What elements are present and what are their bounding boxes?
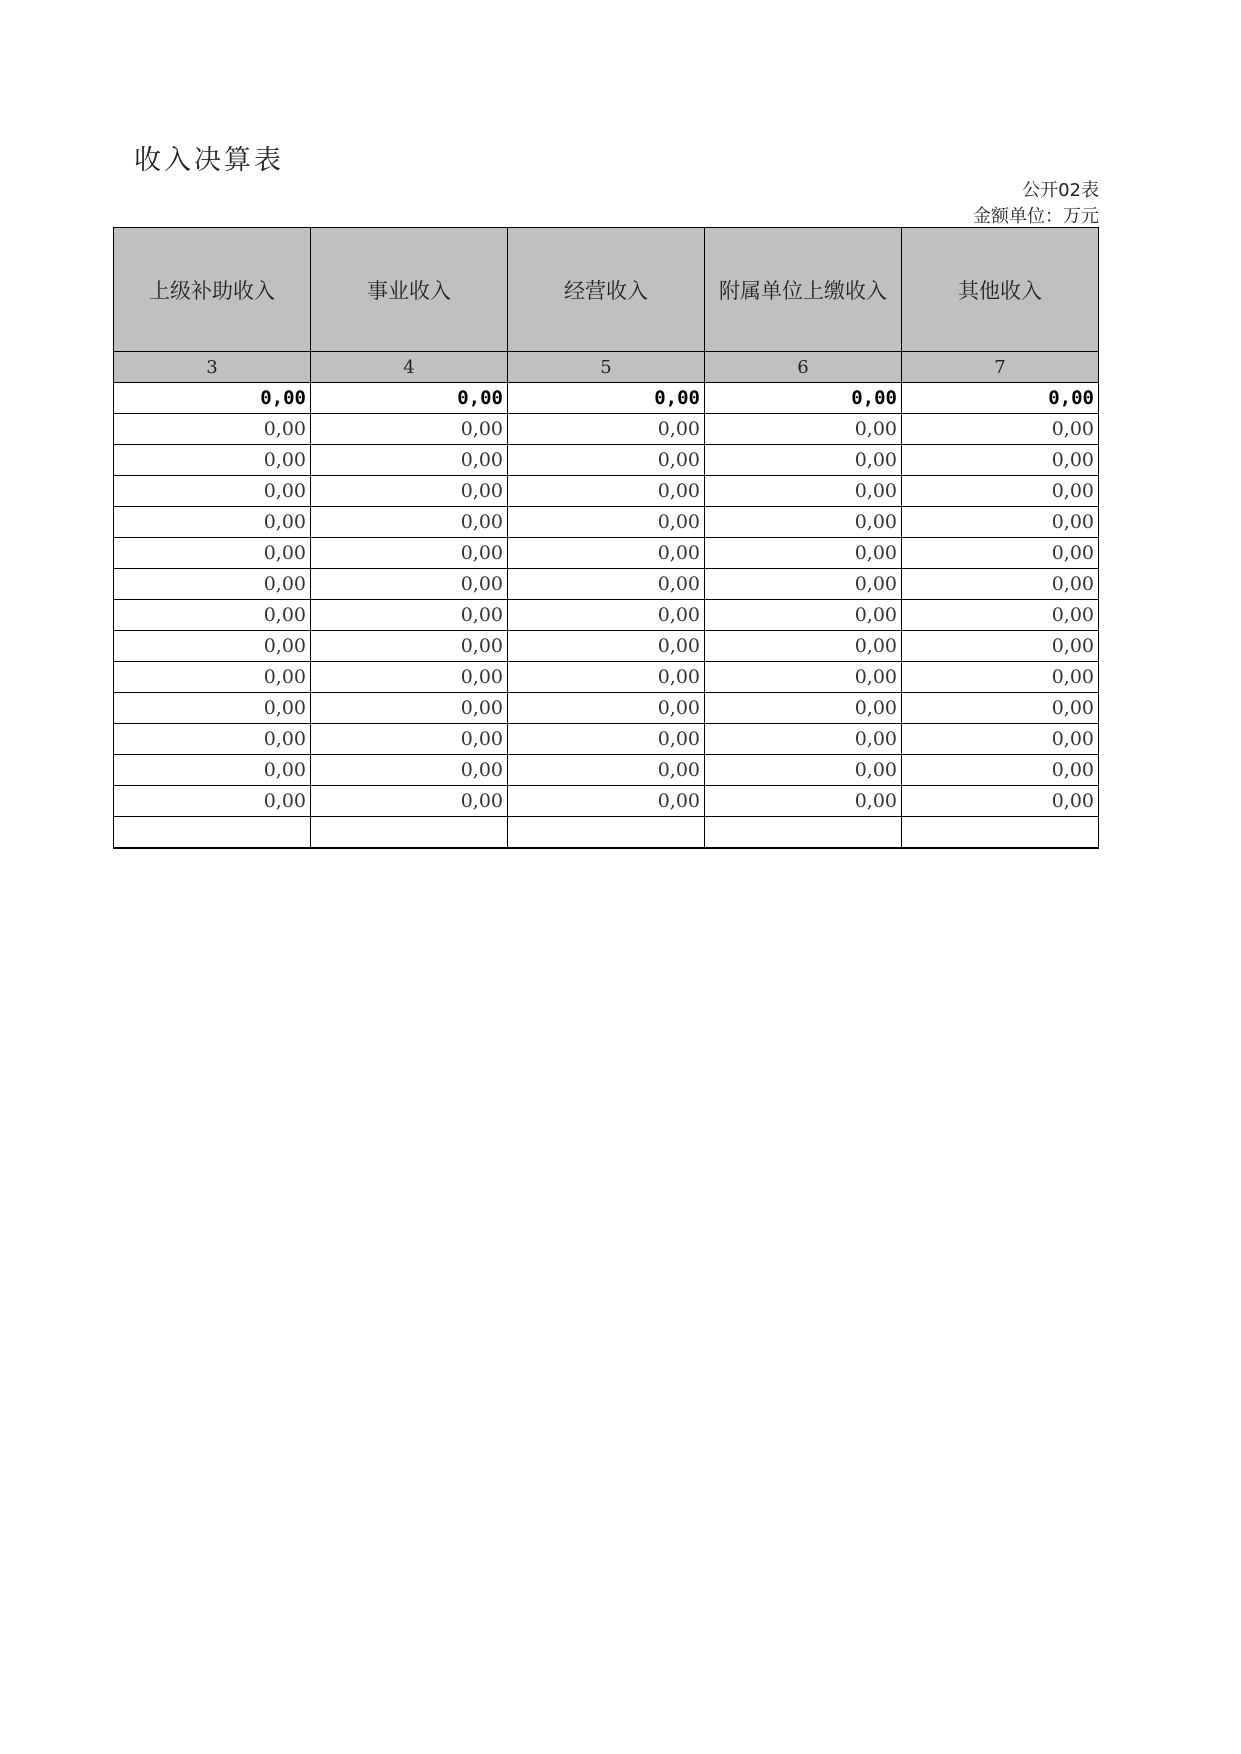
table-cell: 0,00 [508,600,705,631]
column-index: 4 [311,352,508,383]
table-cell: 0,00 [508,569,705,600]
table-cell: 0,00 [705,724,902,755]
column-index: 6 [705,352,902,383]
table-cell: 0,00 [508,631,705,662]
table-row [114,538,1099,569]
table-cell: 0,00 [705,507,902,538]
table-cell: 0,00 [508,507,705,538]
table-cell: 0,00 [508,662,705,693]
table-cell: 0,00 [311,755,508,786]
table-cell: 0,00 [902,507,1099,538]
table-cell: 0,00 [902,569,1099,600]
table-cell: 0,00 [114,476,311,507]
column-index: 3 [114,352,311,383]
table-cell: 0,00 [114,786,311,817]
header-row [114,228,1099,352]
table-row [114,414,1099,445]
table-cell: 0,00 [311,600,508,631]
table-cell: 0,00 [508,538,705,569]
table-cell: 0,00 [311,786,508,817]
table-cell: 0,00 [311,414,508,445]
table-cell: 0,00 [705,414,902,445]
table-cell: 0,00 [114,445,311,476]
table-cell: 0,00 [114,755,311,786]
table-row [114,755,1099,786]
table-cell: 0,00 [705,445,902,476]
table-cell: 0,00 [705,662,902,693]
table-cell: 0,00 [114,600,311,631]
table-cell: 0,00 [705,569,902,600]
table-cell: 0,00 [705,755,902,786]
table-cell: 0,00 [311,662,508,693]
table-cell: 0,00 [114,414,311,445]
table-row [114,786,1099,817]
table-cell: 0,00 [311,631,508,662]
table-cell: 0,00 [508,786,705,817]
table-cell: 0,00 [508,414,705,445]
total-cell: 0,00 [114,383,311,414]
table-cell: 0,00 [311,507,508,538]
table-cell: 0,00 [902,538,1099,569]
table-row [114,476,1099,507]
table-cell: 0,00 [508,476,705,507]
table-cell: 0,00 [311,445,508,476]
table-cell: 0,00 [114,662,311,693]
blank-row [114,817,1099,848]
table-cell: 0,00 [114,724,311,755]
blank-cell [114,817,311,848]
column-header: 其他收入 [902,228,1099,352]
income-table [113,227,1099,849]
blank-cell [902,817,1099,848]
table-cell: 0,00 [311,693,508,724]
table-cell: 0,00 [902,693,1099,724]
table-cell: 0,00 [508,693,705,724]
table-cell: 0,00 [114,693,311,724]
table-cell: 0,00 [902,631,1099,662]
table-row [114,600,1099,631]
column-index: 7 [902,352,1099,383]
table-cell: 0,00 [902,600,1099,631]
column-header: 附属单位上缴收入 [705,228,902,352]
page-title: 收入决算表 [134,145,284,176]
table-cell: 0,00 [114,538,311,569]
table-cell: 0,00 [705,538,902,569]
total-cell: 0,00 [705,383,902,414]
table-cell: 0,00 [508,755,705,786]
table-cell: 0,00 [311,476,508,507]
blank-cell [311,817,508,848]
column-index: 5 [508,352,705,383]
blank-cell [705,817,902,848]
table-cell: 0,00 [902,786,1099,817]
table-row [114,662,1099,693]
total-cell: 0,00 [311,383,508,414]
table-row [114,724,1099,755]
table-row [114,693,1099,724]
table-cell: 0,00 [311,538,508,569]
table-cell: 0,00 [705,476,902,507]
table-cell: 0,00 [902,414,1099,445]
table-cell: 0,00 [705,631,902,662]
table-cell: 0,00 [311,569,508,600]
table-cell: 0,00 [705,600,902,631]
table-row [114,631,1099,662]
table-cell: 0,00 [902,755,1099,786]
table-cell: 0,00 [902,445,1099,476]
index-row [114,352,1099,383]
total-row [114,383,1099,414]
table-cell: 0,00 [705,786,902,817]
table-cell: 0,00 [114,631,311,662]
table-cell: 0,00 [902,662,1099,693]
table-row [114,507,1099,538]
table-cell: 0,00 [114,507,311,538]
blank-cell [508,817,705,848]
table-cell: 0,00 [902,724,1099,755]
table-cell: 0,00 [114,569,311,600]
table-cell: 0,00 [705,693,902,724]
table-cell: 0,00 [902,476,1099,507]
column-header: 经营收入 [508,228,705,352]
column-header: 事业收入 [311,228,508,352]
table-cell: 0,00 [508,445,705,476]
total-cell: 0,00 [508,383,705,414]
table-row [114,445,1099,476]
table-cell: 0,00 [311,724,508,755]
table-row [114,569,1099,600]
table-cell: 0,00 [508,724,705,755]
total-cell: 0,00 [902,383,1099,414]
form-code: 公开02表 [1022,180,1099,201]
column-header: 上级补助收入 [114,228,311,352]
unit-label: 金额单位：万元 [973,206,1099,227]
